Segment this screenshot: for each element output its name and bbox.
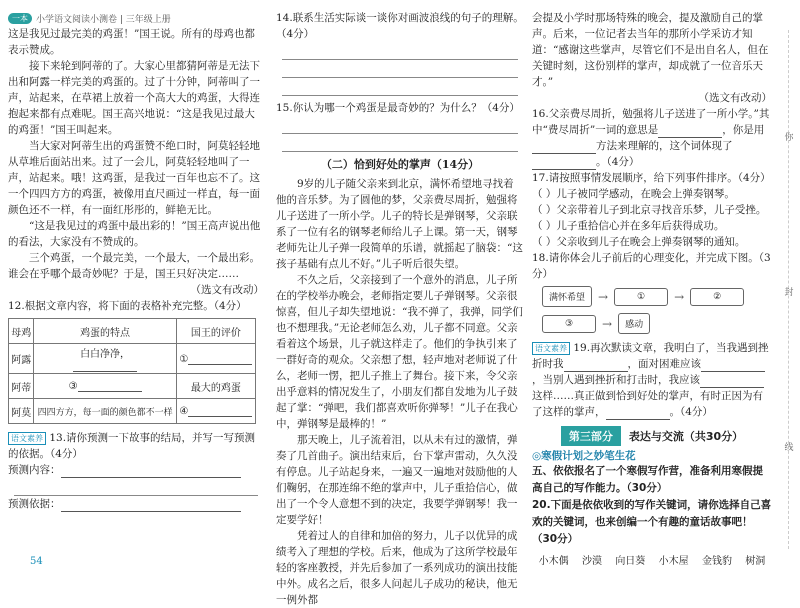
keyword[interactable]: 树洞 xyxy=(745,556,766,567)
emotion-flowchart xyxy=(542,286,772,307)
page-header xyxy=(8,10,264,26)
arrow-icon: → xyxy=(598,289,609,304)
right-column xyxy=(532,10,772,567)
article-paragraph: 9岁的儿子随父亲来到北京，满怀希望地寻找着他的音乐梦。为了圆他的梦，父亲费尽周折，勉强将儿子送进了一所小学。儿子的特长是弹钢琴，父亲联系了一位有名的钢琴老师给儿子上课。第一天，钢琴老师先让儿子弹一段简单的乐谱，就摇起了脑袋：“这孩子基础有点儿不好。”儿子听后很失望。 xyxy=(276,178,523,270)
keyword[interactable]: 小木屋 xyxy=(658,556,689,567)
keyword[interactable]: 向日葵 xyxy=(615,556,646,567)
answer-cell[interactable]: ① xyxy=(176,344,255,374)
question-17: 17.请按照事情发展顺序，给下列事件排序。（4分） xyxy=(532,172,771,184)
table-cell: 阿露 xyxy=(9,344,34,374)
page-number: 54 xyxy=(30,556,43,567)
keyword[interactable]: 沙漠 xyxy=(581,556,602,567)
side-label: 线 xyxy=(784,443,794,453)
event-item[interactable]: （ ）儿子重拾信心并在多年后获得成功。 xyxy=(532,220,725,232)
keyword[interactable]: 金钱豹 xyxy=(701,556,732,567)
middle-column xyxy=(276,10,524,608)
table-cell: 最大的鸡蛋 xyxy=(176,374,255,399)
article-paragraph: 会提及小学时那场特殊的晚会，提及激励自己的掌声。后来，一位记者去当年的那所小学采访才知道：“感谢这些掌声，尽管它们不是出自名人，但在关键时刻，这份别样的掌声，却成就了一位音乐天才。” xyxy=(532,12,769,88)
table-cell: 阿莫 xyxy=(9,399,34,424)
article-paragraph: 不久之后，父亲接到了一个意外的消息，儿子所在的学校举办晚会，老师指定要儿子弹钢琴。父亲很惊喜，但儿子却失望地说：“我不弹了，我弹，同学们也不想理我。”无论老师怎么劝，儿子都不同意。父亲看着这个场景，儿子就这样走了。他们的争执引来了一群好奇的观众。父亲想了想，轻声地对老师说了什么，老师一愣，把儿子推上了舞台。接下来，令父亲出乎意料的情况发生了，小朋友们都自发地为儿子鼓起了掌：“弹吧，我们都喜欢听你弹琴！”儿子在我心中，弹钢琴是最棒的！” xyxy=(276,274,523,430)
answer-line[interactable] xyxy=(282,78,518,96)
answer-line[interactable] xyxy=(282,134,518,152)
section-title: （二）恰到好处的掌声（14分） xyxy=(320,158,480,171)
question-16: 16.父亲费尽周折，勉强将儿子送进了一所小学。”其中“费尽周折”一词的意思是 ，你是用方法来理解的，这个词体现了。（4分） xyxy=(532,108,770,168)
table-cell: 四四方方，每一面的颜色都不一样 xyxy=(34,399,176,424)
question-19: 语文素养 19.再次默读文章，我明白了，当我遇到挫折时我 ，面对困难应该，当别人遇到挫折和打击时，我应该这样……真正做到恰到好处的掌声，有时正因为有了这样的掌声， 。（4分） xyxy=(532,342,769,418)
table-header: 国王的评价 xyxy=(176,319,255,344)
flow-box[interactable]: ② xyxy=(690,288,744,306)
left-column xyxy=(8,10,264,512)
answer-line[interactable] xyxy=(282,60,518,78)
article-paragraph: 那天晚上，儿子流着泪，以从未有过的激情，弹奏了几首曲子。演出结束后，台下掌声雷动，久久没有停息。儿子站起身来，一遍又一遍地对鼓励他的人们鞠躬，在那连绵不绝的掌声中，儿子重拾信心，做出了一个令人意想不到的决定，我要学弹钢琴！我一定要学好！ xyxy=(276,434,518,526)
question-20: 20.下面是依依收到的写作关键词，请你选择自己喜欢的关键词，也来创编一个有趣的童话故事吧！（30分） xyxy=(532,499,772,545)
question-18: 18.请你体会儿子前后的心理变化，并完成下图。（3分） xyxy=(532,252,771,280)
story-paragraph: 当大家对阿蒂生出的鸡蛋赞不绝口时，阿莫轻轻地从草堆后面站出来。过了一会儿，阿莫轻轻地叫了一声，站起来。哦！这鸡蛋，是我过一百年也忘不了。这一个四四方方的鸡蛋，被像用直尺画过一样直，每一面颜色还不一样，有一面红彤彤的，鲜艳无比。 xyxy=(8,140,260,216)
basis-line[interactable]: 预测依据： xyxy=(8,496,264,512)
flow-box: 满怀希望 xyxy=(542,286,592,307)
question-12: 12.根据文章内容，将下面的表格补充完整。（4分） xyxy=(8,300,247,312)
header-title: 小学语文阅读小测卷 | 三年级上册 xyxy=(36,14,171,25)
answer-line[interactable] xyxy=(282,42,518,60)
literacy-tag: 语文素养 xyxy=(8,432,46,445)
keyword-list xyxy=(532,552,772,567)
part-label: 第三部分 xyxy=(561,426,621,446)
writing-task: 五、依依报名了一个寒假写作营，准备利用寒假提高自己的写作能力。（30分） xyxy=(532,465,763,494)
subheading: ◎寒假计划之妙笔生花 xyxy=(532,450,636,462)
literacy-tag: 语文素养 xyxy=(532,342,570,355)
question-14: 14.联系生活实际谈一谈你对画波浪线的句子的理解。（4分） xyxy=(276,12,524,40)
flow-box[interactable]: ③ xyxy=(542,315,596,333)
answer-cell[interactable]: ④ xyxy=(176,399,255,424)
answer-line[interactable] xyxy=(14,478,258,496)
answer-cell[interactable]: ③ xyxy=(34,374,176,399)
event-item[interactable]: （ ）父亲收到儿子在晚会上弹奏钢琴的通知。 xyxy=(532,236,746,248)
side-label: 你 xyxy=(784,133,794,143)
story-paragraph: 接下来轮到阿蒂的了。大家心里都猜阿蒂是无法下出和阿露一样完美的鸡蛋的。过了十分钟，阿蒂叫了一声，站起来，在草裙上放着一个高大大的鸡蛋，大得连抱起来都有点难呢。国王高兴地说：“这是我见过最大的鸡蛋！”国王叫起来。 xyxy=(8,60,260,136)
part-three-heading xyxy=(532,426,772,446)
story-paragraph: 这是我见过最完美的鸡蛋！”国王说。所有的母鸡也都表示赞成。 xyxy=(8,28,255,56)
part-title: 表达与交流（共30分） xyxy=(628,430,744,443)
event-item[interactable]: （ ）儿子被同学感动，在晚会上弹奏钢琴。 xyxy=(532,188,735,200)
predict-line[interactable]: 预测内容： xyxy=(8,462,264,478)
story-paragraph: “这是我见过的鸡蛋中最出彩的！”国王高声说出他的看法，大家没有不赞成的。 xyxy=(8,220,261,248)
question-15: 15.你认为哪一个鸡蛋是最奇妙的？为什么？（4分） xyxy=(276,102,520,114)
source-note: （选文有改动） xyxy=(190,284,264,296)
table-cell: 白白净净， xyxy=(34,344,176,374)
question-13: 语文素养 13.请你预测一下故事的结局，并写一写预测的依据。（4分） xyxy=(8,432,256,460)
story-paragraph: 三个鸡蛋，一个最完美，一个最大，一个最出彩。谁会在乎哪个最奇妙呢？于是，国王只好决定…… xyxy=(8,252,260,280)
table-header: 母鸡 xyxy=(9,319,34,344)
table-header: 鸡蛋的特点 xyxy=(34,319,176,344)
source-note: （选文有改动） xyxy=(698,92,772,104)
side-label: 封 xyxy=(784,288,794,298)
flow-box[interactable]: ① xyxy=(614,288,668,306)
flow-box: 感动 xyxy=(618,313,650,334)
table-cell: 阿蒂 xyxy=(9,374,34,399)
brand-logo: 一本 xyxy=(8,13,32,24)
hen-table xyxy=(8,318,256,424)
answer-line[interactable] xyxy=(282,116,518,134)
arrow-icon: → xyxy=(674,289,685,304)
event-item[interactable]: （ ）父亲带着儿子到北京寻找音乐梦，儿子受挫。 xyxy=(532,204,767,216)
article-paragraph: 凭着过人的自律和加倍的努力，儿子以优异的成绩考入了理想的学校。后来，他成为了这所学校最年轻的客座教授，并先后参加了一系列成功的演出技能中外。成名之后，很多人问起儿子成功的秘诀，他无一例外都 xyxy=(276,530,518,606)
keyword[interactable]: 小木偶 xyxy=(538,556,569,567)
arrow-icon: → xyxy=(602,316,613,331)
emotion-flowchart-row2 xyxy=(542,313,772,334)
